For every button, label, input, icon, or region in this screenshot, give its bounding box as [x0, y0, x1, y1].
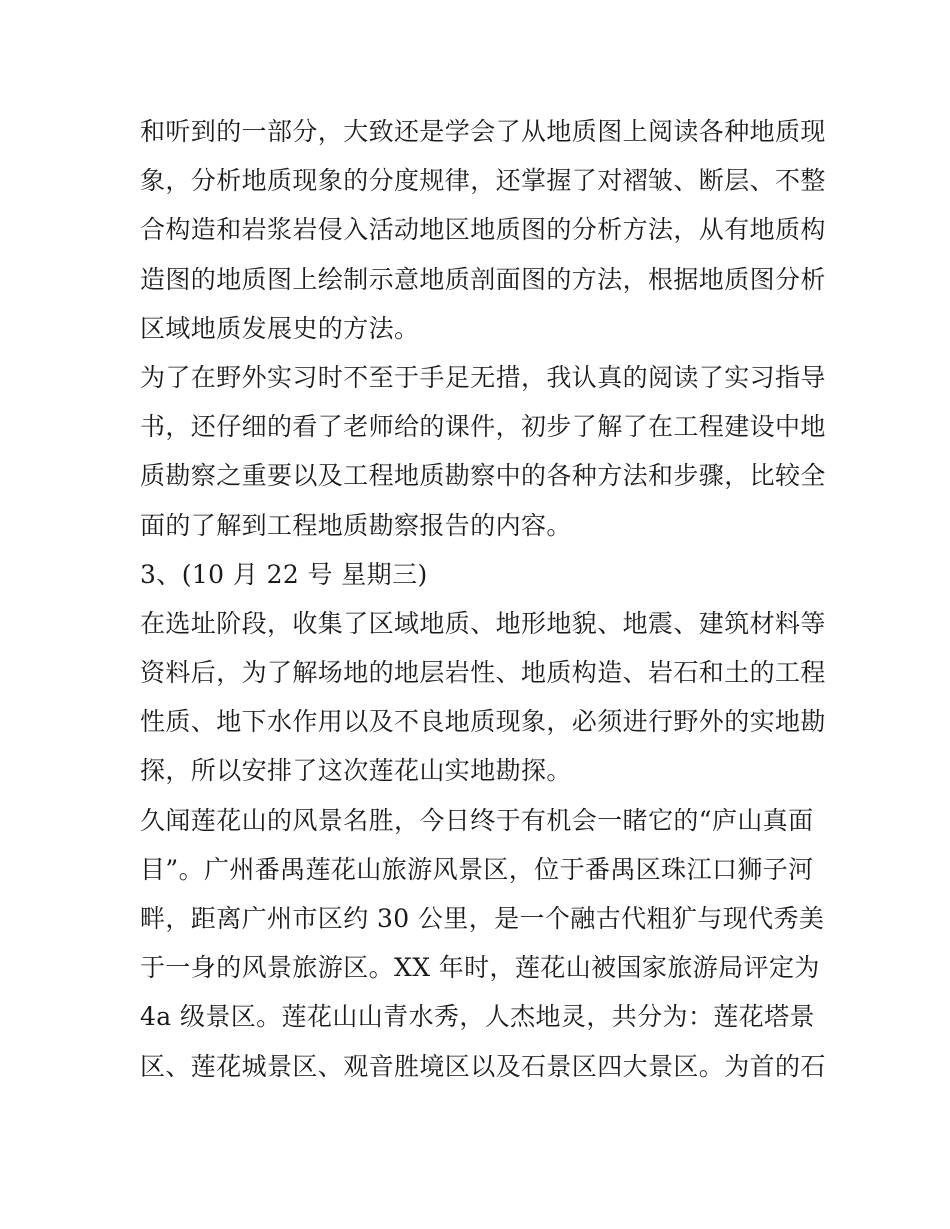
text-line: 目”。广州番禺莲花山旅游风景区，位于番禺区珠江口狮子河 — [140, 854, 814, 884]
text-line: 探，所以安排了这次莲花山实地勘探。 — [140, 756, 572, 786]
text-line: 性质、地下水作用以及不良地质现象，必须进行野外的实地勘 — [140, 707, 826, 737]
text-line: 在选址阶段，收集了区域地质、地形地貌、地震、建筑材料等 — [140, 608, 826, 638]
text-line: 象，分析地质现象的分度规律，还掌握了对褶皱、断层、不整 — [140, 166, 826, 196]
text-line: 合构造和岩浆岩侵入活动地区地质图的分析方法，从有地质构 — [140, 215, 826, 245]
text-line: 畔，距离广州市区约 30 公里，是一个融古代粗犷与现代秀美 — [140, 904, 825, 933]
text-line: 区域地质发展史的方法。 — [140, 313, 420, 343]
text-line: 久闻莲花山的风景名胜，今日终于有机会一睹它的“庐山真面 — [140, 805, 814, 835]
text-line: 4a 级景区。莲花山山青水秀，人杰地灵，共分为：莲花塔景 — [140, 1002, 815, 1032]
text-line: 质勘察之重要以及工程地质勘察中的各种方法和步骤，比较全 — [140, 461, 826, 491]
text-line: 为了在野外实习时不至于手足无措，我认真的阅读了实习指导 — [140, 362, 826, 392]
text-line: 于一身的风景旅游区。XX 年时，莲花山被国家旅游局评定为 — [140, 953, 820, 983]
text-line: 造图的地质图上绘制示意地质剖面图的方法，根据地质图分析 — [140, 264, 826, 294]
section-heading: 3、(10 月 22 号 星期三) — [140, 559, 428, 589]
text-line: 资料后，为了解场地的地层岩性、地质构造、岩石和土的工程 — [140, 658, 826, 688]
text-line: 面的了解到工程地质勘察报告的内容。 — [140, 510, 572, 540]
text-line: 和听到的一部分，大致还是学会了从地质图上阅读各种地质现 — [140, 117, 826, 146]
body-text — [140, 107, 830, 1091]
text-line: 区、莲花城景区、观音胜境区以及石景区四大景区。为首的石 — [140, 1051, 826, 1081]
text-line: 书，还仔细的看了老师给的课件，初步了解了在工程建设中地 — [140, 412, 826, 442]
